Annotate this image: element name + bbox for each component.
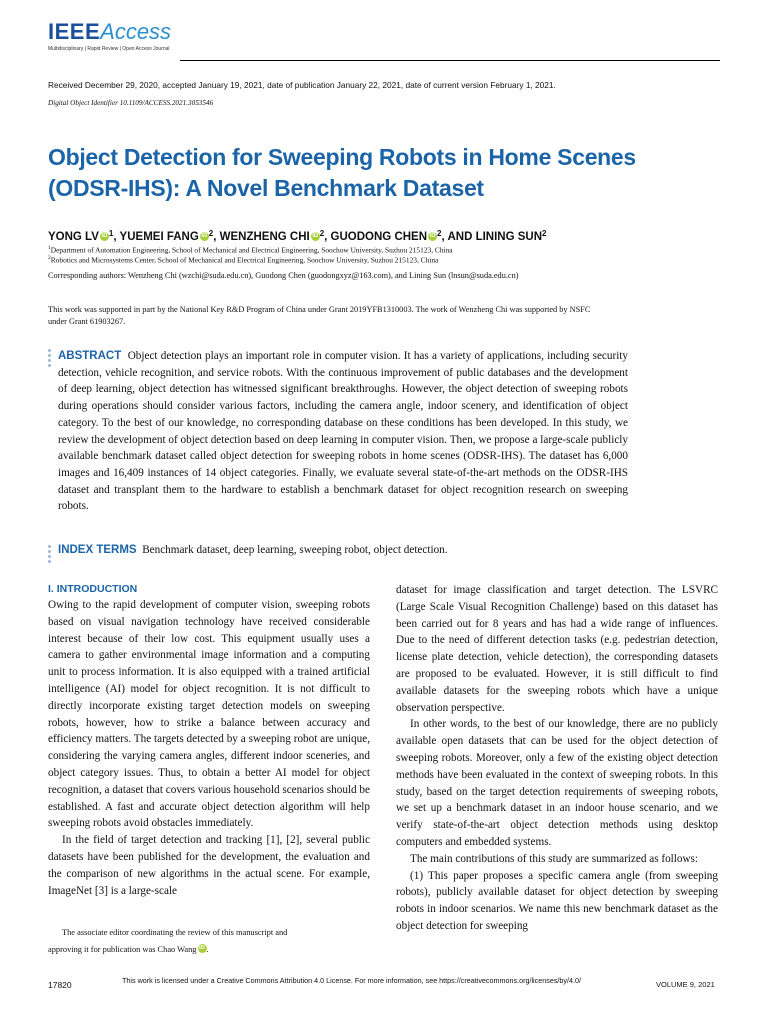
affiliation-number: 1 (48, 245, 51, 251)
paragraph: Owing to the rapid development of computer vision, sweeping robots based on visual navigation technology have received considerable interest because of their low cost. This equipment usually uses a camera to gather environmental image information and a computing unit to process information. It is also equipped with a trained artificial intelligence (AI) model for object recognition. It is not difficult to directly incorporate existing target detection models on sweeping robots, however, how to strike a balance between accuracy and efficiency matters. The targets detected by a sweeping robot are unique, considering the varying camera angles, different indoor sceneries, and object category issues. Thus, to obtain a better AI model for object recognition, a dataset that covers various household scenarios should be established. A fast and accurate object detection algorithm will help sweeping robots avoid obstacles immediately. (48, 599, 370, 830)
author-affiliation: 2 (319, 229, 325, 238)
affiliation-text: Department of Automation Engineering, School of Mechanical and Electrical Engineering, Soochow University, Suzhou 215123, China (50, 245, 453, 255)
author-affiliation: 2 (208, 229, 214, 238)
footnote-text: approving it for publication was Chao Wang (48, 945, 197, 954)
affiliation-number: 2 (48, 255, 51, 261)
paper-title: Object Detection for Sweeping Robots in Home Scenes (ODSR-IHS): A Novel Benchmark Dataset (48, 144, 636, 201)
abstract-text: Object detection plays an important role in computer vision. It has a variety of applications, including security detection, vehicle recognition, and service robots. With the continuous improvement of public databases and the development of deep learning, object detection has witnessed significant breakthroughs. However, the object detection of sweeping robots during operations should consider various factors, including the camera angle, indoor scenery, and identification of object category. To the best of our knowledge, no corresponding database on these conditions has been developed. In this study, we review the development of object detection based on deep learning in computer vision. Then, we propose a large-scale publicly available benchmark dataset called object detection for sweeping robots in home scenes (ODSR-IHS). The dataset has 6,000 images and 16,409 instances of 14 object categories. Finally, we evaluate several state-of-the-art methods on the ODSR-IHS dataset and transplant them to the hardware to establish a benchmark dataset for object recognition research on sweeping robots. (58, 350, 629, 513)
header-rule (180, 60, 720, 61)
author-affiliation: 1 (108, 229, 114, 238)
orcid-icon[interactable]: iD (199, 945, 205, 951)
author-name: YONG LV (48, 231, 99, 243)
paragraph: In other words, to the best of our knowledge, there are no publicly available open datasets that can be used for the object detection of sweeping robots. Moreover, only a few of the existing object detection methods have been evaluated in the context of sweeping robots. In this study, based on the target detection requirements of sweeping robots, we set up a benchmark dataset in an indoor house scenario, and we verify state-of-the-art object detection methods using desktop computers and embedded systems. (396, 718, 718, 848)
paragraph: dataset for image classification and target detection. The LSVRC (Large Scale Visual Recognition Challenge) based on this dataset has been carried out for 8 years and has had a wide range of influences. Due to the need of different detection tasks (e.g. pedestrian detection, license plate detection, vehicle detection), the corresponding datasets are proposed to be evaluated. However, it is still difficult to find available datasets for the sweeping robots which have a unique observation perspective. (396, 584, 718, 714)
orcid-icon[interactable]: iD (101, 233, 108, 239)
orcid-icon[interactable]: iD (429, 233, 436, 239)
received-dates: Received December 29, 2020, accepted January 19, 2021, date of publication January 22, 2021, date of current version February 1, 2021. (48, 80, 556, 90)
abstract-marker (48, 349, 52, 369)
affiliation-2 (48, 255, 438, 264)
body-column-left (48, 582, 370, 899)
page-number: 17820 (48, 980, 72, 990)
corresponding-authors: Corresponding authors: Wenzheng Chi (wzchi@suda.edu.cn), Guodong Chen (guodongxyz@163.com), and Lining Sun (lnsun@suda.edu.cn) (48, 271, 519, 280)
author-affiliation: 2 (437, 229, 442, 238)
author-affiliation: 2 (542, 229, 547, 238)
author-name: , WENZHENG CHI (213, 231, 310, 243)
footnote-text: . (206, 945, 209, 954)
abstract-heading: ABSTRACT (58, 350, 122, 362)
body-column-right (396, 582, 718, 935)
index-terms-heading: INDEX TERMS (58, 544, 137, 556)
abstract (58, 348, 628, 515)
license-notice[interactable]: This work is licensed under a Creative Commons Attribution 4.0 License. For more information, see https://creativecommons.org/licenses/by/4.0/ (122, 976, 582, 985)
logo-access: Access (100, 19, 172, 44)
affiliation-text: Robotics and Microsystems Center, School of Mechanical and Electrical Engineering, Soochow University, Suzhou 215123, China (50, 255, 439, 265)
volume-label: VOLUME 9, 2021 (656, 980, 715, 989)
orcid-icon[interactable]: iD (201, 233, 208, 239)
author-name: , GUODONG CHEN (324, 231, 428, 243)
author-name: , AND LINING SUN (441, 231, 543, 243)
paragraph: (1) This paper proposes a specific camera angle (from sweeping robots), publicly available dataset for object detection by sweeping robots in indoor scenarios. We name this new benchmark dataset as the object detection for sweeping (396, 869, 718, 932)
logo-ieee: IEEE (48, 19, 101, 44)
affiliation-1 (48, 245, 453, 254)
funding-statement: This work was supported in part by the National Key R&D Program of China under Grant 2019YFB1310003. The work of Wenzheng Chi was supported by NSFC under Grant 61903267. (48, 305, 591, 326)
paragraph: In the field of target detection and tracking [1], [2], several public datasets have been published for the development, the evaluation and the comparison of new algorithms in the actual scene. For example, ImageNet [3] is a large-scale (48, 834, 370, 897)
footnote (48, 924, 370, 958)
orcid-icon[interactable]: iD (312, 233, 319, 239)
section-heading: I. INTRODUCTION (48, 583, 138, 595)
author-list (48, 229, 546, 243)
author-name: , YUEMEI FANG (113, 231, 199, 243)
index-terms-marker (48, 545, 52, 565)
paragraph: The main contributions of this study are summarized as follows: (410, 852, 699, 865)
doi: Digital Object Identifier 10.1109/ACCESS.2021.3053546 (48, 99, 214, 107)
journal-logo (48, 20, 171, 52)
footnote-text: The associate editor coordinating the review of this manuscript and (62, 928, 288, 937)
index-terms (58, 544, 448, 556)
journal-tagline: Multidisciplinary | Rapid Review | Open Access Journal (48, 46, 170, 52)
index-terms-text: Benchmark dataset, deep learning, sweeping robot, object detection. (142, 544, 448, 556)
